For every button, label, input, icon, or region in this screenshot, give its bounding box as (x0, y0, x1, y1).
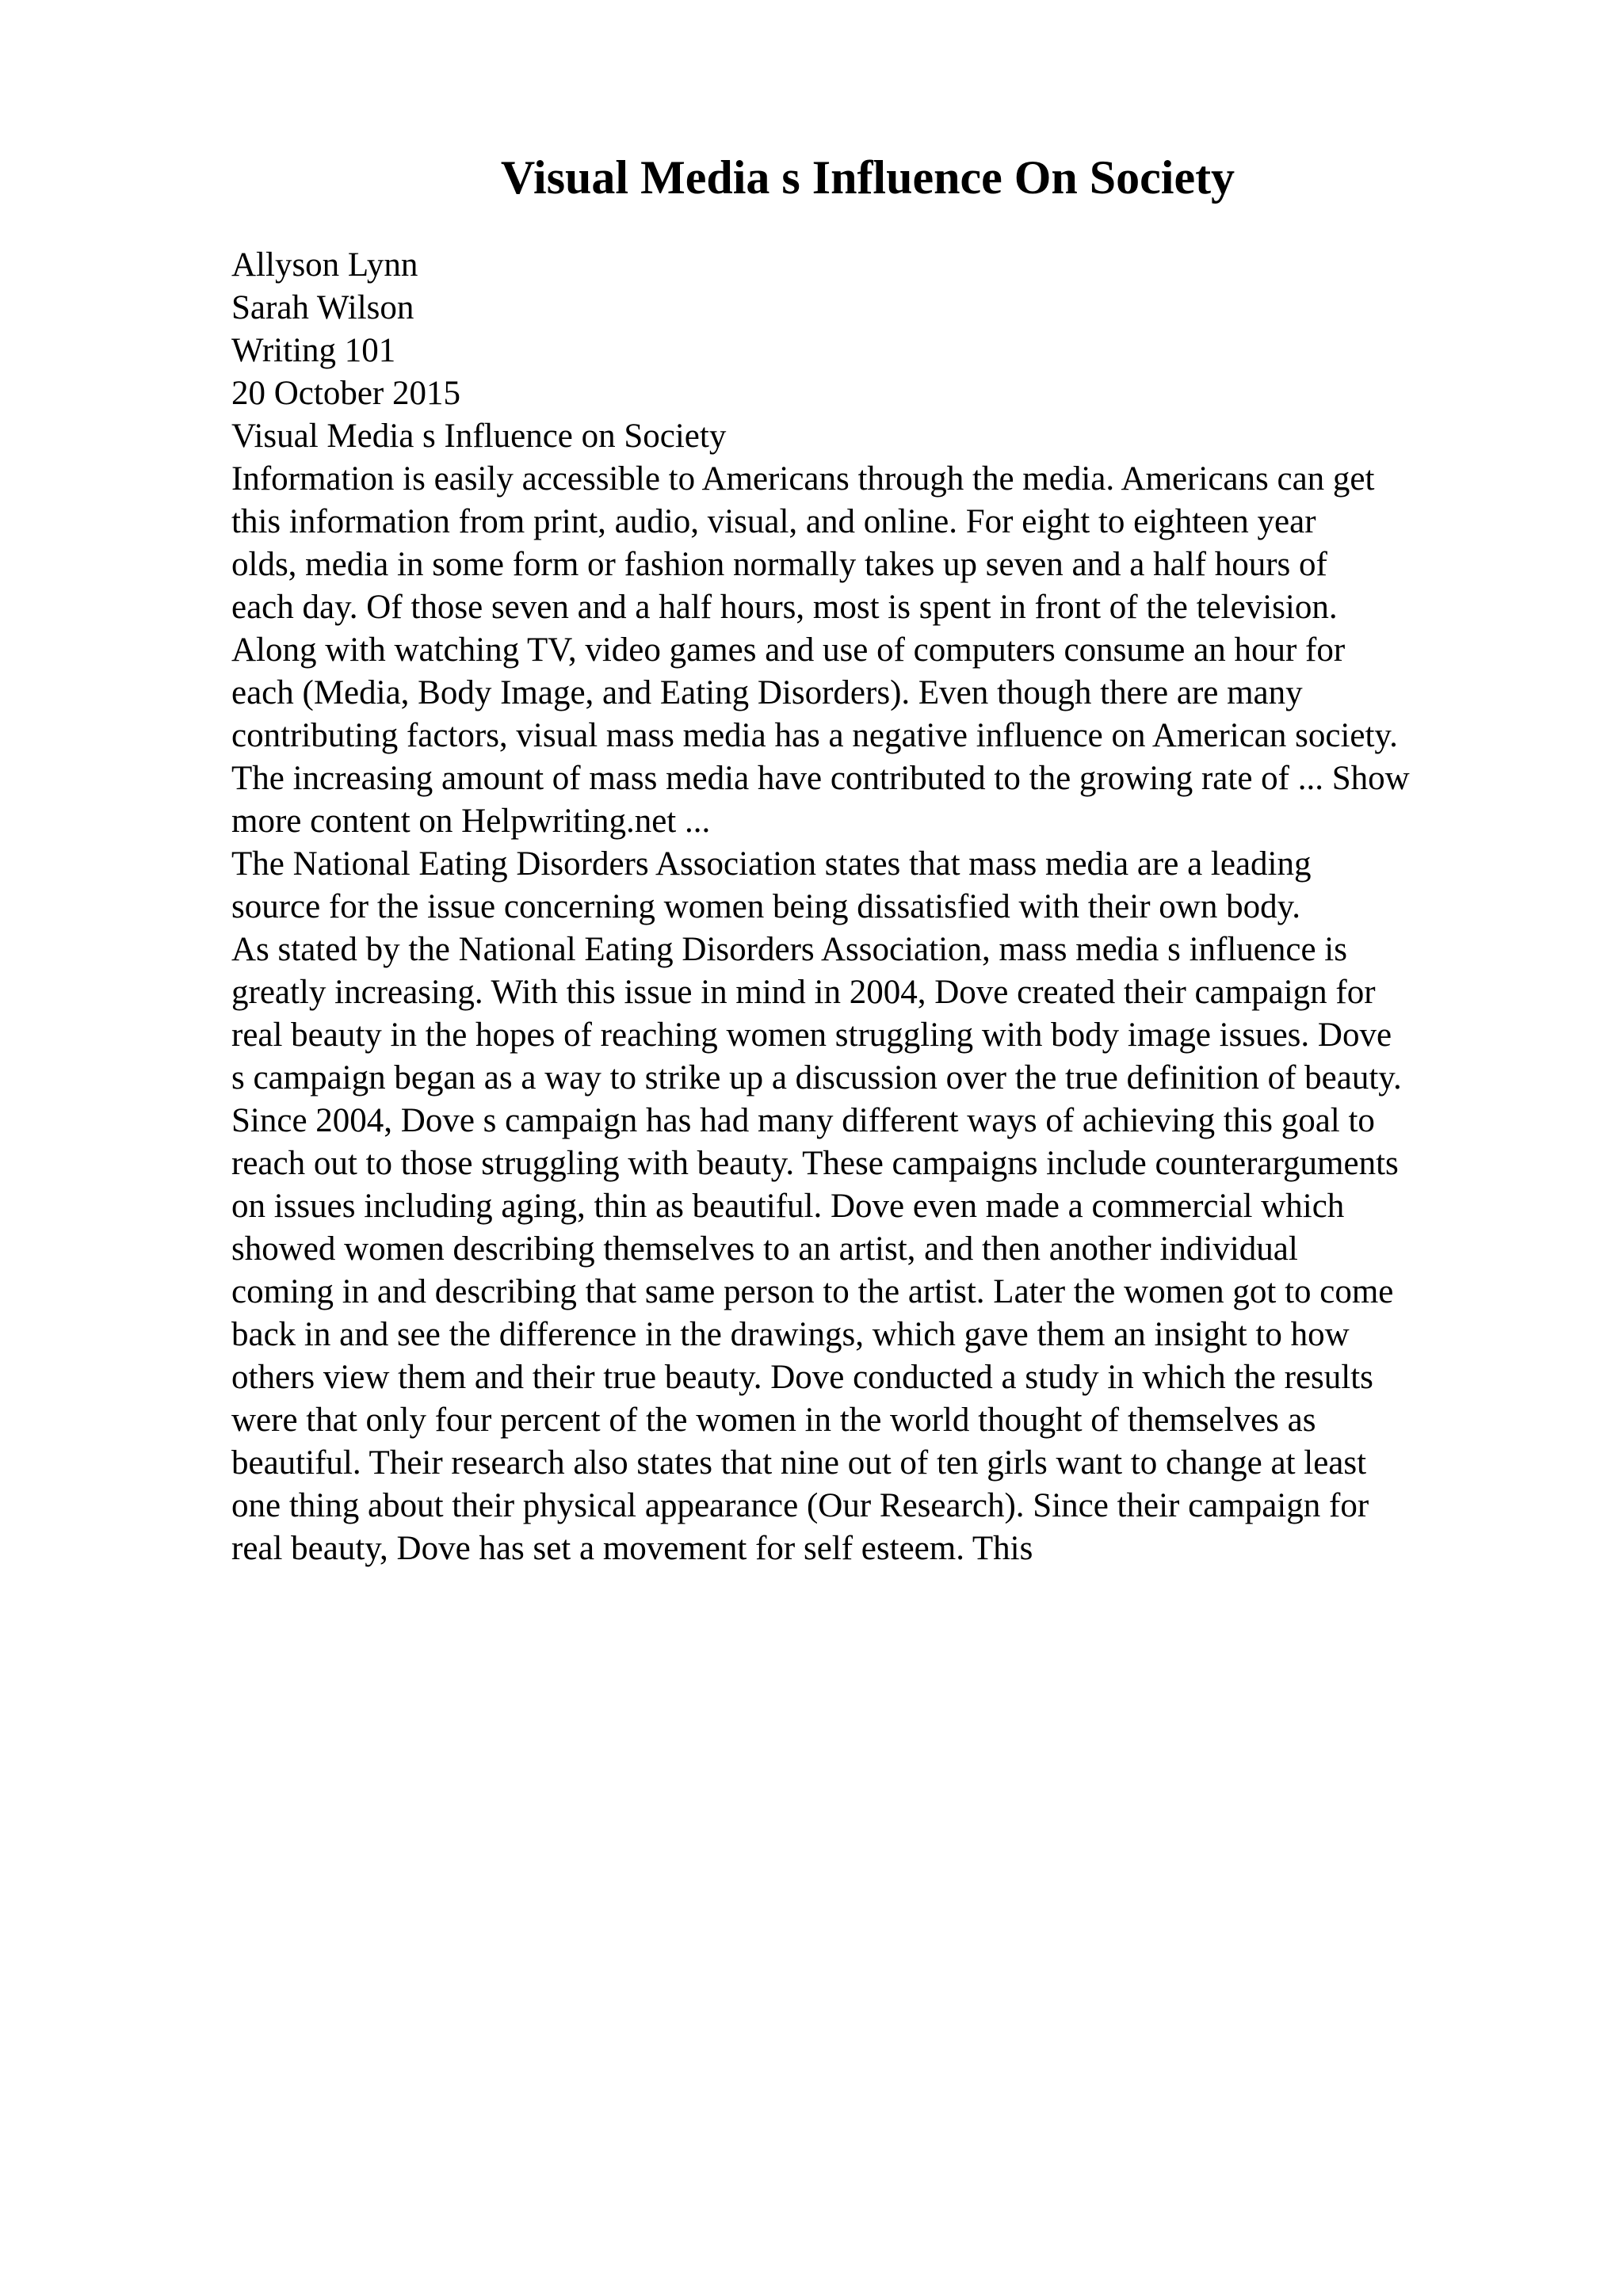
document-body (231, 244, 1594, 1570)
document-title: Visual Media s Influence On Society (500, 151, 1235, 204)
paragraph-line: others view them and their true beauty. Dove conducted a study in which the results (231, 1359, 1373, 1396)
paragraph-line: As stated by the National Eating Disorders Association, mass media s influence is (231, 931, 1347, 968)
paragraph-line: source for the issue concerning women being dissatisfied with their own body. (231, 888, 1301, 925)
paragraph-line: s campaign began as a way to strike up a discussion over the true definition of beauty. (231, 1059, 1402, 1097)
course-name: Writing 101 (231, 332, 396, 369)
paragraph-line: showed women describing themselves to an artist, and then another individual (231, 1230, 1298, 1268)
paragraph-line: olds, media in some form or fashion normally takes up seven and a half hours of (231, 546, 1327, 583)
paragraph-line: reach out to those struggling with beauty. These campaigns include counterarguments (231, 1145, 1399, 1182)
paragraph-line: real beauty, Dove has set a movement for self esteem. This (231, 1530, 1033, 1567)
paragraph-line: The National Eating Disorders Association states that mass media are a leading (231, 845, 1312, 883)
paragraph-line: back in and see the difference in the drawings, which gave them an insight to how (231, 1316, 1350, 1353)
paragraph-2 (231, 843, 1594, 929)
paragraph-line: one thing about their physical appearance (Our Research). Since their campaign for (231, 1487, 1369, 1524)
paragraph-line: beautiful. Their research also states that nine out of ten girls want to change at least (231, 1444, 1367, 1482)
author-name: Allyson Lynn (231, 246, 418, 284)
paragraph-line: Along with watching TV, video games and use of computers consume an hour for (231, 631, 1346, 669)
paragraph-line: more content on Helpwriting.net ... (231, 803, 711, 840)
paragraph-1 (231, 458, 1594, 843)
header-block (231, 244, 1594, 458)
paragraph-line: contributing factors, visual mass media has a negative influence on American society. (231, 717, 1398, 754)
paragraph-line: greatly increasing. With this issue in mind in 2004, Dove created their campaign for (231, 974, 1376, 1011)
paragraph-line: coming in and describing that same person to the artist. Later the women got to come (231, 1273, 1394, 1310)
paragraph-line: were that only four percent of the women in the world thought of themselves as (231, 1402, 1316, 1439)
paragraph-line: each day. Of those seven and a half hours, most is spent in front of the television. (231, 589, 1338, 626)
paragraph-line: The increasing amount of mass media have contributed to the growing rate of ... Show (231, 760, 1410, 797)
document-date: 20 October 2015 (231, 375, 460, 412)
instructor-name: Sarah Wilson (231, 289, 414, 326)
paragraph-3 (231, 929, 1594, 1570)
paragraph-line: on issues including aging, thin as beautiful. Dove even made a commercial which (231, 1188, 1345, 1225)
paragraph-line: real beauty in the hopes of reaching women struggling with body image issues. Dove (231, 1016, 1392, 1054)
paragraph-line: Since 2004, Dove s campaign has had many different ways of achieving this goal to (231, 1102, 1375, 1139)
paragraph-line: Information is easily accessible to Americans through the media. Americans can get (231, 460, 1375, 498)
essay-subtitle: Visual Media s Influence on Society (231, 418, 727, 455)
paragraph-line: each (Media, Body Image, and Eating Disorders). Even though there are many (231, 674, 1303, 711)
paragraph-line: this information from print, audio, visual, and online. For eight to eighteen year (231, 503, 1316, 540)
